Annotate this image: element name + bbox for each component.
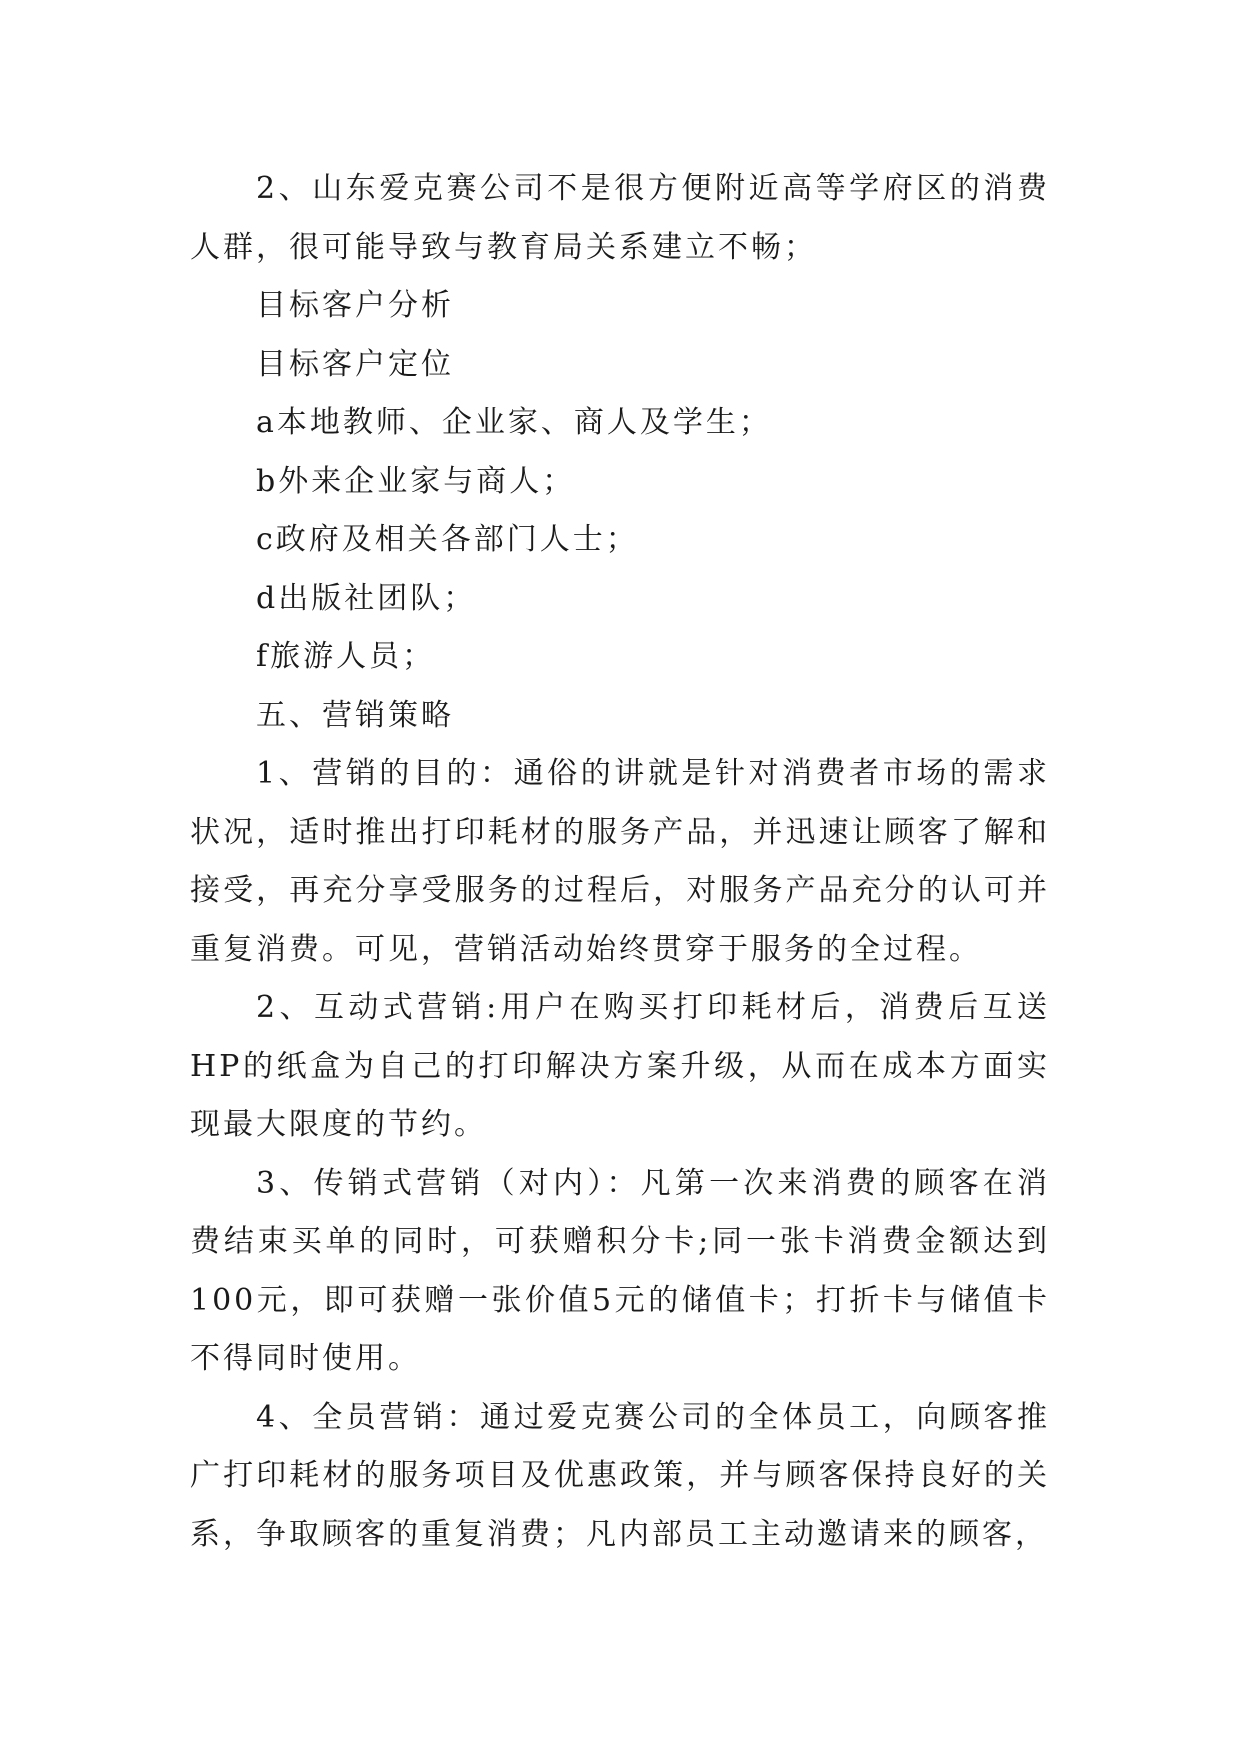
heading-target-customer-positioning: 目标客户定位 bbox=[256, 346, 454, 382]
heading-target-customer-analysis: 目标客户分析 bbox=[256, 288, 454, 323]
list-item-b: b外来企业家与商人； bbox=[256, 463, 576, 499]
list-item-c: c政府及相关各部门人士； bbox=[256, 522, 639, 557]
paragraph-location-weakness: 2、山东爱克赛公司不是很方便附近高等学府区的消费人群，很可能导致与教育局关系建立不畅； bbox=[190, 171, 1050, 265]
list-item-a: a本地教师、企业家、商人及学生； bbox=[256, 405, 772, 440]
document-body bbox=[190, 160, 1050, 1564]
heading-marketing-strategy: 五、营销策略 bbox=[256, 697, 454, 733]
paragraph-all-staff-marketing: 4、全员营销：通过爱克赛公司的全体员工，向顾客推广打印耗材的服务项目及优惠政策，并与顾客保持良好的关系，争取顾客的重复消费；凡内部员工主动邀请来的顾客， bbox=[190, 1399, 1050, 1552]
paragraph-interactive-marketing: 2、互动式营销:用户在购买打印耗材后，消费后互送HP的纸盒为自己的打印解决方案升级，从而在成本方面实现最大限度的节约。 bbox=[190, 990, 1050, 1142]
list-item-f: f旅游人员； bbox=[256, 639, 436, 674]
list-item-d: d出版社团队； bbox=[256, 580, 477, 616]
paragraph-marketing-purpose: 1、营销的目的：通俗的讲就是针对消费者市场的需求状况，适时推出打印耗材的服务产品，并迅速让顾客了解和接受，再充分享受服务的过程后，对服务产品充分的认可并重复消费。可见，营销活动始终贯穿于服务的全过程。 bbox=[190, 756, 1050, 967]
paragraph-referral-marketing: 3、传销式营销（对内）：凡第一次来消费的顾客在消费结束买单的同时，可获赠积分卡;同一张卡消费金额达到100元，即可获赠一张价值5元的储值卡；打折卡与储值卡不得同时使用。 bbox=[190, 1165, 1050, 1376]
